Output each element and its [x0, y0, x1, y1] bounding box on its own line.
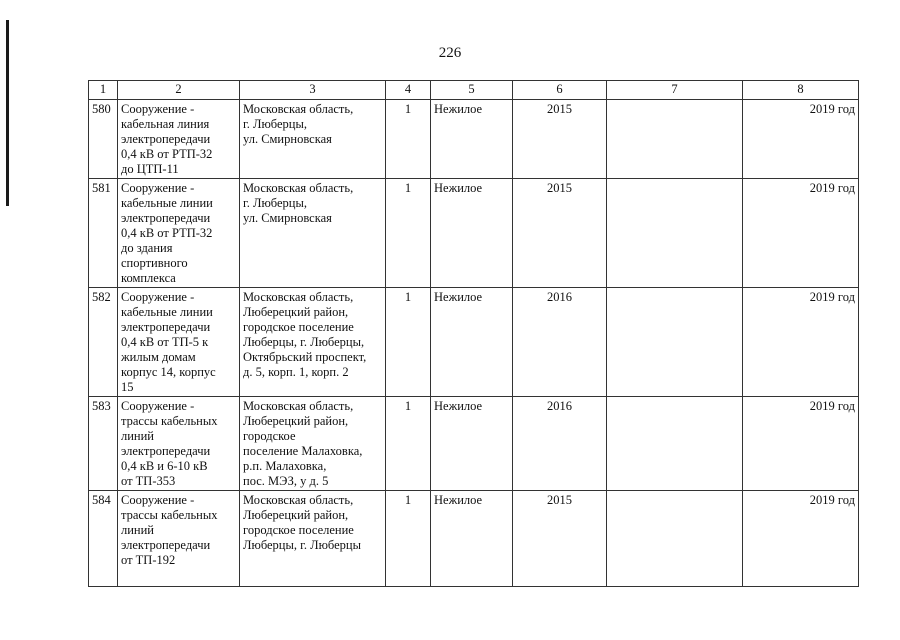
term-cell: 2019 год: [743, 179, 859, 288]
object-name-cell: [118, 288, 240, 397]
column-header: 2: [118, 81, 240, 100]
object-name-cell-line: трассы кабельных: [121, 508, 218, 522]
address-cell-line: Московская область,: [243, 181, 354, 195]
address-cell-line: Люберцы, г. Люберцы,: [243, 335, 365, 349]
address-cell-line: г. Люберцы,: [243, 117, 307, 131]
object-name-cell-line: электропередачи: [121, 320, 211, 334]
address-cell-line: городское поселение: [243, 523, 354, 537]
year-cell: 2016: [513, 397, 607, 491]
object-name-cell-line: кабельные линии: [121, 196, 213, 210]
address-cell-line: городское поселение: [243, 320, 354, 334]
object-name-cell-line: Сооружение -: [121, 181, 195, 195]
empty-cell: [607, 179, 743, 288]
object-name-cell-line: Сооружение -: [121, 493, 195, 507]
object-name-cell: [118, 397, 240, 491]
table-row: [89, 397, 859, 491]
table-row: [89, 491, 859, 587]
year-cell: 2015: [513, 100, 607, 179]
quantity-cell: 1: [386, 491, 431, 587]
object-name-cell-line: жилым домам: [121, 350, 196, 364]
address-cell: [240, 288, 386, 397]
address-cell-line: Люберецкий район,: [243, 508, 349, 522]
address-cell-line: Московская область,: [243, 399, 354, 413]
address-cell-line: д. 5, корп. 1, корп. 2: [243, 365, 349, 379]
object-name-cell-line: до здания: [121, 241, 173, 255]
quantity-cell: 1: [386, 179, 431, 288]
address-cell-line: р.п. Малаховка,: [243, 459, 327, 473]
address-cell-line: Люберецкий район,: [243, 414, 349, 428]
column-header: 8: [743, 81, 859, 100]
table-row: [89, 288, 859, 397]
purpose-cell: Нежилое: [431, 100, 513, 179]
column-header: 6: [513, 81, 607, 100]
address-cell-line: Люберцы, г. Люберцы: [243, 538, 362, 552]
purpose-cell: Нежилое: [431, 179, 513, 288]
address-cell: [240, 491, 386, 587]
row-number-cell: 584: [89, 491, 118, 587]
column-header: 1: [89, 81, 118, 100]
purpose-cell: Нежилое: [431, 397, 513, 491]
object-name-cell-line: трассы кабельных: [121, 414, 218, 428]
quantity-cell: 1: [386, 288, 431, 397]
column-header: 7: [607, 81, 743, 100]
address-cell-line: ул. Смирновская: [243, 211, 332, 225]
object-name-cell-line: от ТП-353: [121, 474, 176, 488]
row-number-cell: 580: [89, 100, 118, 179]
term-cell: 2019 год: [743, 491, 859, 587]
address-cell-line: Московская область,: [243, 290, 354, 304]
address-cell-line: Московская область,: [243, 493, 354, 507]
address-cell-line: г. Люберцы,: [243, 196, 307, 210]
address-cell: [240, 100, 386, 179]
row-number-cell: 581: [89, 179, 118, 288]
address-cell: [240, 179, 386, 288]
address-cell-line: пос. МЭЗ, у д. 5: [243, 474, 329, 488]
object-name-cell-line: электропередачи: [121, 538, 211, 552]
object-name-cell-line: спортивного: [121, 256, 188, 270]
row-number-cell: 582: [89, 288, 118, 397]
address-cell-line: Московская область,: [243, 102, 354, 116]
object-name-cell-line: электропередачи: [121, 211, 211, 225]
row-number-cell: 583: [89, 397, 118, 491]
object-name-cell: [118, 179, 240, 288]
address-cell-line: Октябрьский проспект,: [243, 350, 367, 364]
address-cell-line: поселение Малаховка,: [243, 444, 363, 458]
object-name-cell-line: комплекса: [121, 271, 176, 285]
object-name-cell-line: Сооружение -: [121, 102, 195, 116]
object-name-cell-line: линий: [121, 523, 154, 537]
year-cell: 2016: [513, 288, 607, 397]
object-name-cell-line: от ТП-192: [121, 553, 176, 567]
object-name-cell-line: кабельные линии: [121, 305, 213, 319]
empty-cell: [607, 100, 743, 179]
empty-cell: [607, 491, 743, 587]
table-body: [89, 100, 859, 587]
purpose-cell: Нежилое: [431, 491, 513, 587]
object-name-cell-line: до ЦТП-11: [121, 162, 179, 176]
object-name-cell-line: линий: [121, 429, 154, 443]
property-register-table: [88, 80, 859, 587]
object-name-cell-line: 0,4 кВ и 6-10 кВ: [121, 459, 208, 473]
address-cell-line: Люберецкий район,: [243, 305, 349, 319]
object-name-cell: [118, 491, 240, 587]
empty-cell: [607, 397, 743, 491]
table-row: [89, 179, 859, 288]
object-name-cell-line: 0,4 кВ от РТП-32: [121, 147, 213, 161]
empty-cell: [607, 288, 743, 397]
quantity-cell: 1: [386, 397, 431, 491]
year-cell: 2015: [513, 179, 607, 288]
column-header: 3: [240, 81, 386, 100]
term-cell: 2019 год: [743, 100, 859, 179]
column-header: 4: [386, 81, 431, 100]
address-cell: [240, 397, 386, 491]
object-name-cell: [118, 100, 240, 179]
purpose-cell: Нежилое: [431, 288, 513, 397]
object-name-cell-line: электропередачи: [121, 444, 211, 458]
address-cell-line: ул. Смирновская: [243, 132, 332, 146]
column-header: 5: [431, 81, 513, 100]
object-name-cell-line: кабельная линия: [121, 117, 210, 131]
object-name-cell-line: корпус 14, корпус: [121, 365, 216, 379]
object-name-cell-line: 15: [121, 380, 134, 394]
table-header-row: [89, 81, 859, 100]
table-row: [89, 100, 859, 179]
quantity-cell: 1: [386, 100, 431, 179]
object-name-cell-line: Сооружение -: [121, 399, 195, 413]
object-name-cell-line: 0,4 кВ от ТП-5 к: [121, 335, 209, 349]
object-name-cell-line: Сооружение -: [121, 290, 195, 304]
term-cell: 2019 год: [743, 397, 859, 491]
term-cell: 2019 год: [743, 288, 859, 397]
year-cell: 2015: [513, 491, 607, 587]
object-name-cell-line: электропередачи: [121, 132, 211, 146]
address-cell-line: городское: [243, 429, 296, 443]
object-name-cell-line: 0,4 кВ от РТП-32: [121, 226, 213, 240]
page-number: 226: [438, 45, 462, 61]
